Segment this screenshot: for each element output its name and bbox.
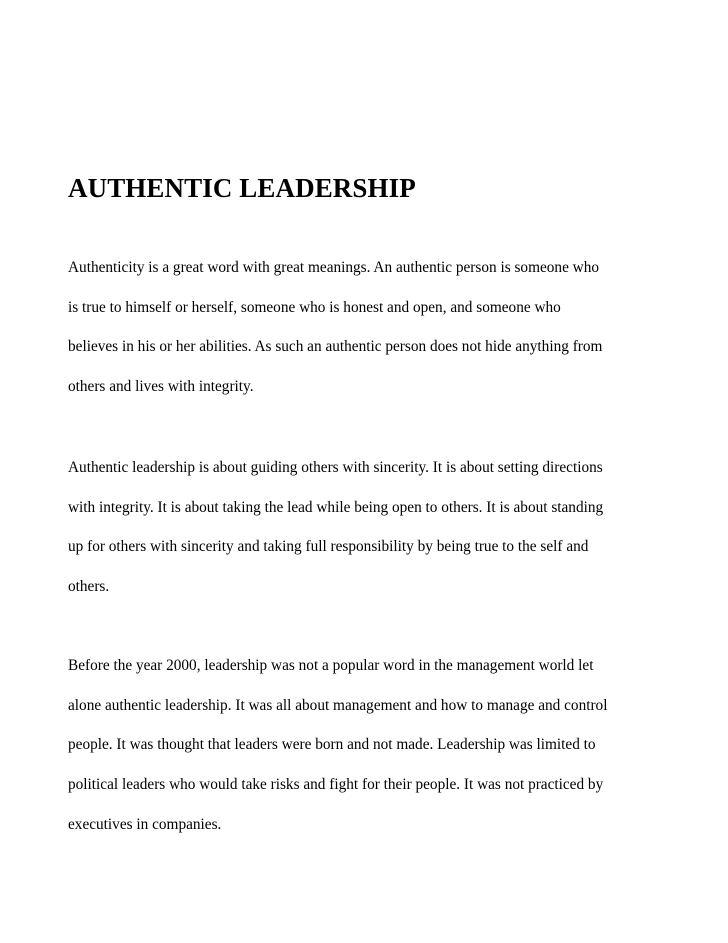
paragraph-line: Authentic leadership is about guiding others with sincerity. It is about setting directions <box>68 459 603 476</box>
paragraph-line: up for others with sincerity and taking full responsibility by being true to the self and <box>68 538 589 556</box>
paragraph-line: Before the year 2000, leadership was not a popular word in the management world let <box>68 657 594 674</box>
paragraph-line: is true to himself or herself, someone who is honest and open, and someone who <box>68 298 561 316</box>
paragraph-line: political leaders who would take risks and fight for their people. It was not practiced by <box>68 776 604 794</box>
paragraph-line: others and lives with integrity. <box>68 378 254 396</box>
paragraph-line: others. <box>68 578 110 596</box>
paragraph-history <box>68 646 668 845</box>
paragraph-line: alone authentic leadership. It was all about management and how to manage and control <box>68 696 608 714</box>
paragraph-authentic-leadership <box>68 448 668 607</box>
document-title: AUTHENTIC LEADERSHIP <box>68 173 416 203</box>
paragraph-line: Authenticity is a great word with great meanings. An authentic person is someone who <box>68 259 600 276</box>
paragraph-line: people. It was thought that leaders were born and not made. Leadership was limited to <box>68 736 596 754</box>
paragraph-line: with integrity. It is about taking the lead while being open to others. It is about standing <box>68 498 604 516</box>
paragraph-authenticity <box>68 248 668 407</box>
paragraph-line: executives in companies. <box>68 815 222 833</box>
paragraph-line: believes in his or her abilities. As such an authentic person does not hide anything from <box>68 338 603 356</box>
